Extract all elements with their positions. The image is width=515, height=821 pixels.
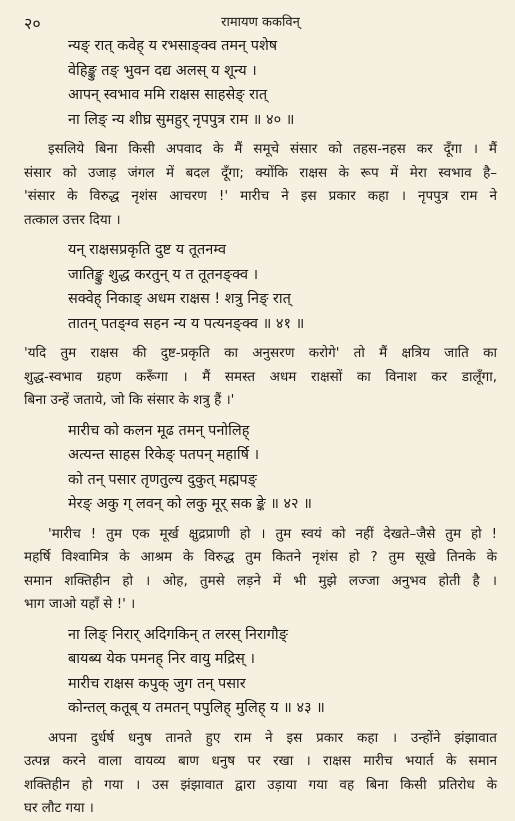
prose-line: इसलिये बिना किसी अपवाद के मैं समूचे संसार को तहस-नहस कर दूँगा । मैं: [48, 141, 497, 157]
running-title: रामायण ककविन्: [221, 15, 300, 30]
verse-line: सक्वेह् निकाङ् अधम राक्षस ! शत्रु निङ् रात्: [68, 291, 291, 307]
prose-line: 'संसार के विरुद्ध नृशंस आचरण !' मारीच ने इस प्रकार कहा । नृपपुत्र राम ने: [24, 188, 497, 204]
prose-line: तत्काल उत्तर दिया ।: [24, 211, 121, 228]
verse-line: को तन् पसार तृणतुल्य दुकुत् मह्मपङ्: [68, 471, 257, 488]
verse-line: मारीच राक्षस कपुक् जुग तन् पसार: [68, 675, 246, 692]
verse-line: यन् राक्षसप्रकृति दुष्ट य तूतनम्व: [68, 242, 227, 258]
verse-line: ना लिङ् न्य शीघ्र सुमहुर् नृपपुत्र राम ॥ ४० ॥: [68, 111, 295, 128]
page-header: [24, 10, 497, 32]
prose-line: 'मारीच ! तुम एक मूर्ख क्षुद्रप्राणी हो । तुम स्वयं को नहीं देखते–जैसे तुम हो !: [48, 525, 497, 542]
translation-41: [24, 342, 497, 413]
prose-line: संसार को उजाड़ जंगल में बदल दूँगा; क्योंकि राक्षस के रूप में मेरा स्वभाव है–: [24, 164, 497, 181]
translation-43: [24, 727, 497, 821]
prose-line: घर लौट गया ।: [24, 800, 94, 816]
verse-line: अत्यन्त साहस रिकेङ् पतपन् महार्षि ।: [68, 447, 260, 463]
translation-40: [24, 138, 497, 232]
verse-line: आपन् स्वभाव ममि राक्षस साहसेङ् रात्: [68, 87, 268, 103]
prose-line: उत्पन्न करने वाला वायव्य बाण धनुष पर रखा । राक्षस मारीच भयार्त के समान: [24, 753, 497, 769]
verse-43: [68, 623, 497, 721]
verse-42: [68, 419, 497, 517]
prose-line: अपना दुर्धर्ष धनुष तानते हुए राम ने इस प्रकार कहा । उन्होंने झंझावात: [48, 729, 497, 746]
verse-line: ना लिङ् निरार् अदिगकिन् त लरस् निरागौङ्: [68, 626, 288, 643]
prose-line: बिना उन्हें जताये, जो कि संसार के शत्रु हैं ।': [24, 392, 235, 408]
translation-42: [24, 523, 497, 617]
prose-line: महर्षि विश्वामित्र के आश्रम के विरुद्ध तुम कितने नृशंस हो ? तुम सूखे तिनके के: [24, 549, 497, 565]
verse-line: कोन्तल् कतूब् य तमतन् पपुलिह् मुलिह् य ॥ ४३ ॥: [68, 700, 325, 716]
verse-line: न्यङ् रात् कवेह् य रभसाङ्क्व तमन् पशेष: [68, 38, 278, 54]
verse-line: जातिङ्कु शुद्ध करतुन् य त तूतनङ्क्व ।: [68, 266, 259, 283]
page-number: २०: [24, 14, 41, 33]
verse-line: वेहिङ्कु तङ् भुवन दद्य अलस् य शून्य ।: [68, 62, 257, 79]
verse-line: बायब्य येक पमनह् निर वायु मद्रिस् ।: [68, 651, 255, 667]
verse-40: [68, 34, 497, 132]
prose-line: शक्तिहीन हो गया । उस झंझावात द्वारा उड़ाया गया वह बिना किसी प्रतिरोध के: [24, 776, 497, 793]
verse-line: तातन् पतङ्ग्व सहन न्य य पत्यनङ्क्व ॥ ४१ ॥: [68, 315, 305, 332]
prose-line: समान शक्तिहीन हो । ओह, तुमसे लड़ने में भी मुझे लज्जा अनुभव होती है ।: [24, 572, 497, 589]
verse-line: मेरङ् अकु ग् लवन् को लकु मूर् सक ङ्के ॥ ४२ ॥: [68, 496, 312, 512]
prose-line: शुद्ध-स्वभाव ग्रहण करूँगा । मैं समस्त अधम राक्षसों का विनाश कर डालूँगा,: [24, 368, 497, 385]
verse-41: [68, 238, 497, 336]
prose-line: 'यदि तुम राक्षस की दुष्ट-प्रकृति का अनुसरण करोगे' तो मैं क्षत्रिय जाति का: [24, 345, 497, 361]
prose-line: भाग जाओ यहाँ से !' ।: [24, 596, 136, 612]
verse-line: मारीच को कलन मूढ तमन् पनोलिह्: [68, 422, 250, 439]
